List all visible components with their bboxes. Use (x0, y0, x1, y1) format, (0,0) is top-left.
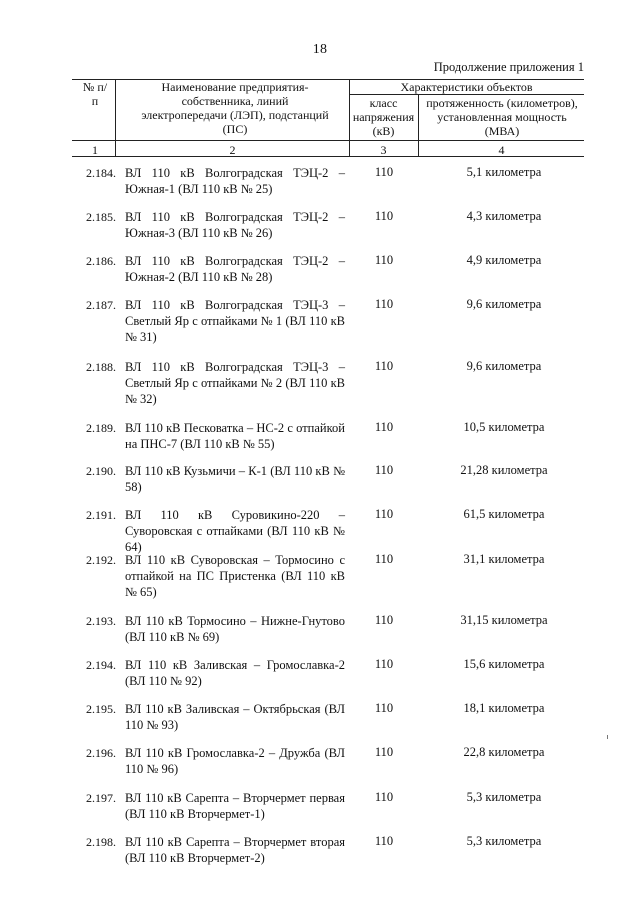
line-length: 31,1 километра (463, 552, 545, 566)
column-number-3: 3 (380, 143, 387, 157)
header-bottom-border (72, 140, 584, 141)
line-name: ВЛ 110 кВ Громославка-2 – Дружба (ВЛ 110 № 96) (125, 746, 345, 776)
line-name: ВЛ 110 кВ Сарепта – Вторчермет первая (ВЛ 110 кВ Вторчермет-1) (125, 791, 345, 821)
line-length: 5,1 километра (466, 165, 542, 179)
table-row (0, 416, 640, 459)
table-row (0, 503, 640, 554)
line-name: ВЛ 110 кВ Тормосино – Нижне-Гнутово (ВЛ 110 кВ № 69) (125, 614, 345, 644)
table-row (0, 653, 640, 697)
line-name: ВЛ 110 кВ Заливская – Октябрьская (ВЛ 110 № 93) (125, 702, 345, 732)
table-body (0, 161, 640, 874)
voltage-class: 110 (374, 613, 394, 627)
column-number-4: 4 (498, 143, 505, 157)
continuation-note: Продолжение приложения 1 (433, 60, 584, 74)
voltage-class: 110 (374, 359, 394, 373)
line-length: 5,3 километра (466, 790, 542, 804)
table-row (0, 786, 640, 830)
header-col-length: протяженность (километров), установленная мощность (МВА) (426, 96, 578, 138)
row-number: 2.196. (86, 746, 116, 760)
line-length: 5,3 километра (466, 834, 542, 848)
line-length: 15,6 километра (463, 657, 545, 671)
voltage-class: 110 (374, 253, 394, 267)
line-name: ВЛ 110 кВ Сарепта – Вторчермет вторая (ВЛ 110 кВ Вторчермет-2) (125, 835, 345, 865)
margin-mark (607, 735, 608, 739)
table-row (0, 741, 640, 786)
row-number: 2.184. (86, 166, 116, 180)
table-row (0, 355, 640, 416)
voltage-class: 110 (374, 297, 394, 311)
line-length: 4,9 километра (466, 253, 542, 267)
row-number: 2.198. (86, 835, 116, 849)
line-name: ВЛ 110 кВ Суворовская – Тормосино с отпайкой на ПС Пристенка (ВЛ 110 кВ № 65) (125, 553, 345, 599)
line-length: 9,6 километра (466, 297, 542, 311)
column-number-1: 1 (92, 143, 98, 157)
row-number: 2.194. (86, 658, 116, 672)
row-number: 2.191. (86, 508, 116, 522)
row-number: 2.188. (86, 360, 116, 374)
voltage-class: 110 (374, 209, 394, 223)
row-number: 2.187. (86, 298, 116, 312)
table-row (0, 205, 640, 249)
header-group-divider (349, 94, 584, 95)
voltage-class: 110 (374, 834, 394, 848)
voltage-class: 110 (374, 701, 394, 715)
voltage-class: 110 (374, 165, 394, 179)
row-number: 2.189. (86, 421, 116, 435)
line-name: ВЛ 110 кВ Суровикино-220 – Суворовская с отпайками (ВЛ 110 кВ № 64) (125, 508, 345, 554)
header-group-characteristics: Характеристики объектов (400, 80, 533, 94)
row-number: 2.197. (86, 791, 116, 805)
header-col-name: Наименование предприятия-собственника, линий электропередачи (ЛЭП), подстанций (ПС) (141, 80, 329, 136)
page-number: 18 (312, 42, 328, 57)
line-name: ВЛ 110 кВ Кузьмичи – К-1 (ВЛ 110 кВ № 58) (125, 464, 345, 494)
row-number: 2.195. (86, 702, 116, 716)
line-length: 21,28 километра (460, 463, 548, 477)
line-name: ВЛ 110 кВ Песковатка – НС-2 с отпайкой на ПНС-7 (ВЛ 110 кВ № 55) (125, 421, 345, 451)
table-row (0, 249, 640, 293)
line-name: ВЛ 110 кВ Волгоградская ТЭЦ-3 – Светлый Яр с отпайками № 2 (ВЛ 110 кВ № 32) (125, 360, 345, 406)
line-name: ВЛ 110 кВ Заливская – Громославка-2 (ВЛ 110 № 92) (125, 658, 345, 688)
row-number: 2.190. (86, 464, 116, 478)
line-length: 22,8 километра (463, 745, 545, 759)
table-row (0, 609, 640, 653)
line-length: 10,5 километра (463, 420, 545, 434)
line-length: 4,3 километра (466, 209, 542, 223)
column-number-2: 2 (229, 143, 236, 157)
row-number: 2.186. (86, 254, 116, 268)
line-name: ВЛ 110 кВ Волгоградская ТЭЦ-3 – Светлый Яр с отпайками № 1 (ВЛ 110 кВ № 31) (125, 298, 345, 344)
line-length: 18,1 километра (463, 701, 545, 715)
table-row (0, 293, 640, 355)
line-name: ВЛ 110 кВ Волгоградская ТЭЦ-2 – Южная-2 (ВЛ 110 кВ № 28) (125, 254, 345, 284)
table-row (0, 697, 640, 741)
line-name: ВЛ 110 кВ Волгоградская ТЭЦ-2 – Южная-3 (ВЛ 110 кВ № 26) (125, 210, 345, 240)
table-row (0, 161, 640, 205)
voltage-class: 110 (374, 420, 394, 434)
voltage-class: 110 (374, 552, 394, 566)
line-name: ВЛ 110 кВ Волгоградская ТЭЦ-2 – Южная-1 (ВЛ 110 кВ № 25) (125, 166, 345, 196)
row-number: 2.193. (86, 614, 116, 628)
header-col-voltage: класс напряжения (кВ) (352, 96, 415, 138)
table-row (0, 459, 640, 503)
voltage-class: 110 (374, 657, 394, 671)
voltage-class: 110 (374, 507, 394, 521)
table-row (0, 548, 640, 609)
voltage-class: 110 (374, 790, 394, 804)
line-length: 9,6 километра (466, 359, 542, 373)
line-length: 31,15 километра (460, 613, 548, 627)
row-number: 2.192. (86, 553, 116, 567)
table-row (0, 830, 640, 874)
voltage-class: 110 (374, 745, 394, 759)
header-col-number: № п/п (82, 80, 108, 108)
row-number: 2.185. (86, 210, 116, 224)
line-length: 61,5 километра (463, 507, 545, 521)
voltage-class: 110 (374, 463, 394, 477)
